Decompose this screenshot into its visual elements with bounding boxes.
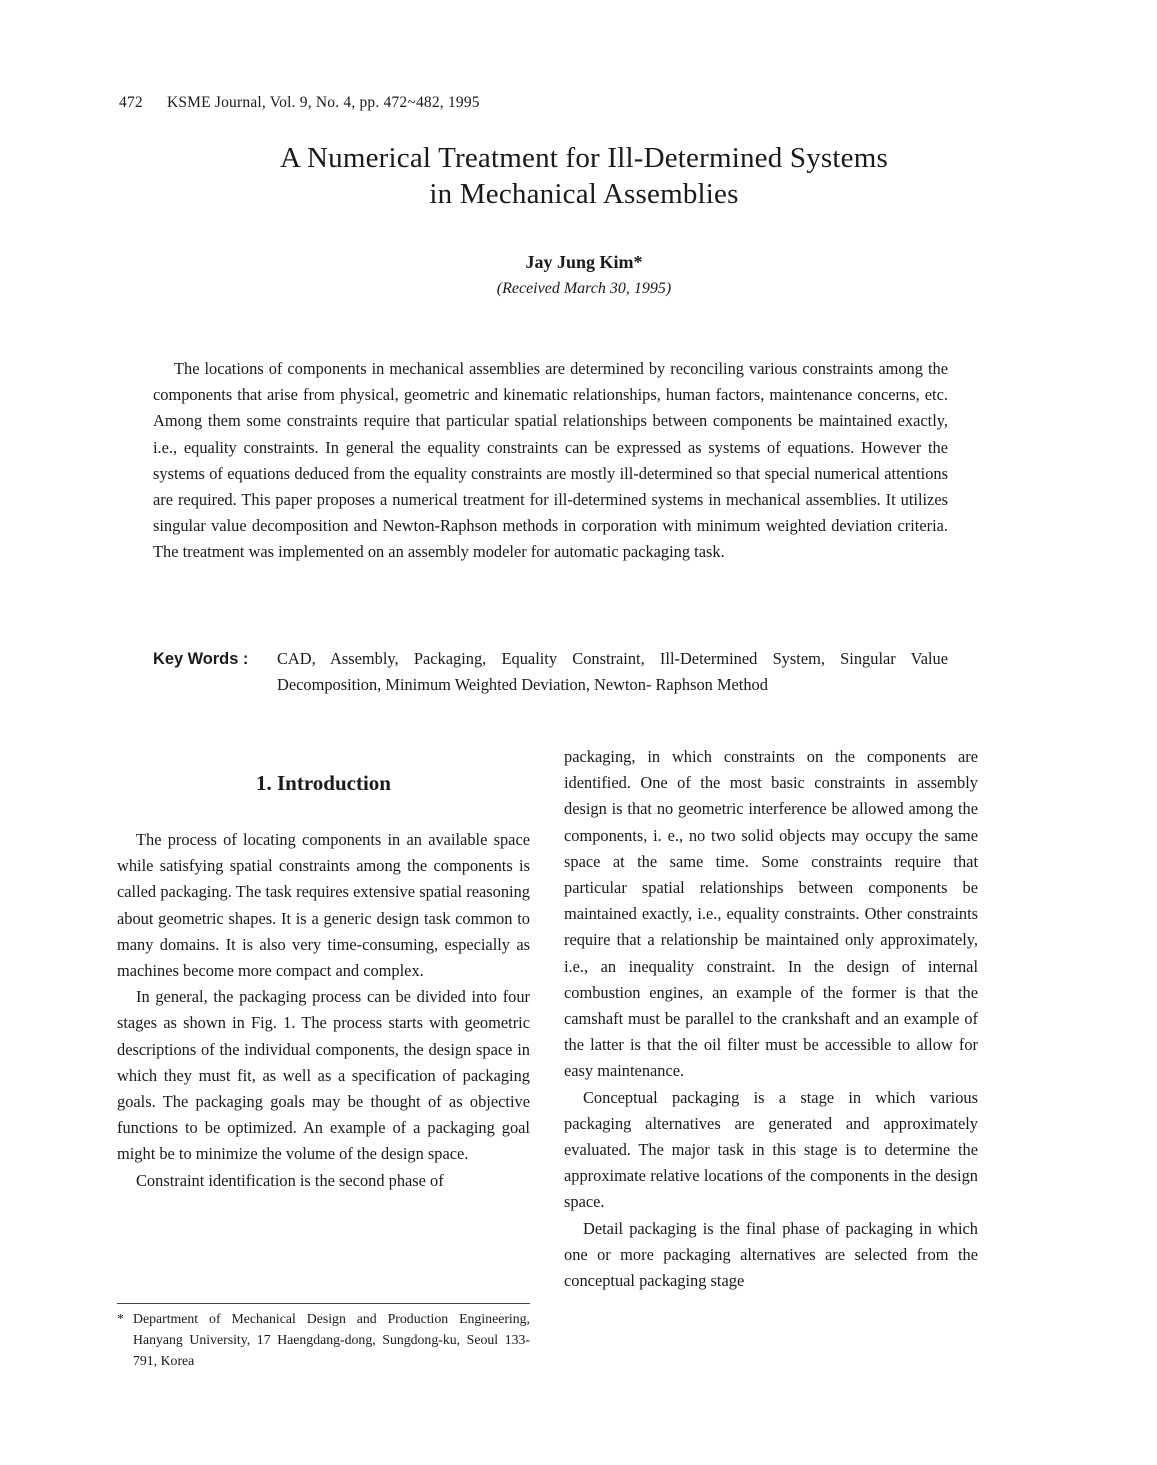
paper-title bbox=[119, 140, 1049, 212]
paragraph: The process of locating components in an available space while satisfying spatial constraints among the components is called packaging. The task requires extensive spatial reasoning about geometric shapes. It is a generic design task common to many domains. It is also very time-consuming, especially as machines become more compact and complex. bbox=[117, 830, 530, 981]
right-column bbox=[564, 744, 978, 1294]
paragraph: packaging, in which constraints on the components are identified. One of the most basic constraints in assembly design is that no geometric interference be allowed among the components, i. e., no two solid objects may occupy the same space at the same time. Some constraints require that particular spatial relationships between components be maintained exactly, i.e., equality constraints. Other constraints require that a relationship be maintained only approximately, i.e., an inequality constraint. In the design of internal combustion engines, an example of the former is that the camshaft must be parallel to the crankshaft and an example of the latter is that the oil filter must be accessible to allow for easy maintenance. bbox=[564, 747, 978, 1081]
title-line-2: in Mechanical Assemblies bbox=[429, 178, 739, 210]
keywords-label: Key Words : bbox=[153, 650, 249, 668]
paragraph: Conceptual packaging is a stage in which various packaging alternatives are generated and approximately evaluated. The major task in this stage is to determine the approximate relative locations of the components in the design space. bbox=[564, 1087, 978, 1212]
received-date: (Received March 30, 1995) bbox=[496, 280, 672, 297]
title-line-1: A Numerical Treatment for Ill-Determined Systems bbox=[279, 142, 888, 174]
left-column bbox=[117, 769, 530, 1194]
section-heading-introduction: 1. Introduction bbox=[256, 771, 391, 795]
footnote-text: Department of Mechanical Design and Production Engineering, Hanyang University, 17 Haengdang-dong, Sungdong-ku, Seoul 133-791, Korea bbox=[133, 1311, 530, 1368]
footnote-divider bbox=[117, 1303, 530, 1304]
footnote-mark: * bbox=[117, 1311, 124, 1326]
paragraph: Detail packaging is the final phase of packaging in which one or more packaging alternatives are selected from the conceptual packaging stage bbox=[564, 1218, 978, 1291]
running-header bbox=[119, 94, 480, 112]
author-affiliation-footnote bbox=[117, 1308, 530, 1371]
journal-citation: KSME Journal, Vol. 9, No. 4, pp. 472~482, 1995 bbox=[166, 94, 480, 111]
author-name: Jay Jung Kim* bbox=[525, 252, 643, 272]
keywords bbox=[153, 646, 948, 698]
page-number: 472 bbox=[119, 94, 143, 111]
paragraph: Constraint identification is the second phase of bbox=[136, 1170, 444, 1190]
paragraph: In general, the packaging process can be divided into four stages as shown in Fig. 1. The process starts with geometric descriptions of the individual components, the design space in which they must fit, as well as a specification of packaging goals. The packaging goals may be thought of as objective functions to be optimized. An example of a packaging goal might be to minimize the volume of the design space. bbox=[117, 987, 530, 1164]
keywords-text: CAD, Assembly, Packaging, Equality Constraint, Ill-Determined System, Singular Value Decomposition, Minimum Weighted Deviation, Newton- Raphson Method bbox=[277, 649, 948, 695]
abstract: The locations of components in mechanical assemblies are determined by reconciling various constraints among the components that arise from physical, geometric and kinematic relationships, human factors, maintenance concerns, etc. Among them some constraints require that particular spatial relationships between components be maintained exactly, i.e., equality constraints. In general the equality constraints can be expressed as systems of equations. However the systems of equations deduced from the equality constraints are mostly ill-determined so that special numerical attentions are required. This paper proposes a numerical treatment for ill-determined systems in mechanical assemblies. It utilizes singular value decomposition and Newton-Raphson methods in corporation with minimum weighted deviation criteria. The treatment was implemented on an assembly modeler for automatic packaging task. bbox=[153, 359, 948, 562]
